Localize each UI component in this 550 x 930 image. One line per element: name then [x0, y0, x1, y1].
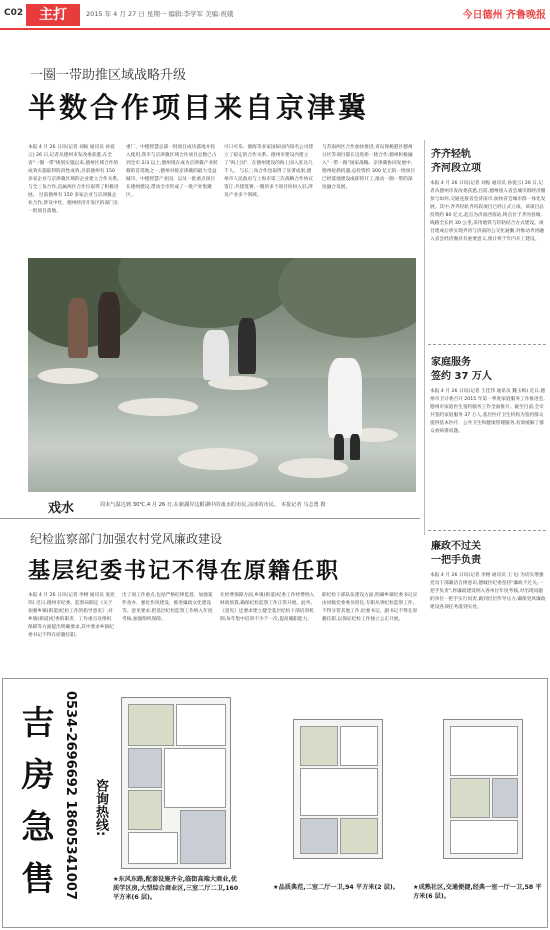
plan-room [300, 768, 378, 816]
plan-room [340, 726, 378, 766]
plan-room [340, 818, 378, 854]
plan-room [128, 704, 174, 746]
story2-column-4: 职纪检干部队伍建设方面,明确乡镇纪委书记应由同级党委委员担任,专职从事纪检监察工作,不得分管其他工作,纪委书记、副书记不得在原籍任职,以保证纪检工作独立公正开展。 [322, 593, 418, 622]
dateline: 2015 年 4 月 27 日 星期一 编辑:李学军 美编:祝娥 [86, 10, 234, 18]
side-divider [428, 344, 546, 345]
ad-title: 吉房急售 [21, 703, 55, 898]
ad-listing-1: ★东风东路,配套设施齐全,临街高端大商业,优质学区房,大型综合商业区,三室二厅二卫,160 平方米(6 层)。 [113, 876, 239, 901]
ad-phone-label: 咨询热线: [93, 779, 108, 837]
photo-person [238, 318, 256, 374]
plan-room [450, 820, 518, 854]
photo-boy-leg [350, 434, 360, 460]
photo-caption: 周末气温达到 30℃,4 月 26 日,在新湖岸边附湖中的戏水的市民,凉冰的市民。 本报记者 马志勇 摄 [100, 502, 326, 508]
plan-room [128, 748, 162, 788]
photo-person [203, 330, 229, 380]
story2-column-1: 本报 4 月 26 日讯(记者 李榕 通讯员 张宪玮) 近日,德州市纪委、监察局制定《关于加强乡镇(街道)纪检工作的指导意见》,对乡镇(街道)纪委的职责、工作重点及组织保障等方面提出明确要求,其中要求乡镇纪委书记不得在原籍任职。 [28, 593, 115, 638]
photo-tree [278, 258, 416, 338]
side-story-3-text: 本报 4 月 26 日讯(记者 李榕 通讯员 王飞) 为切实增强党员干部廉洁自律意识,德城区纪委坚持"廉政不过关,一把手负责",将廉政建设纳入各单位年度考核,对出现问题的单位一把手实行问责,做到层层传导压力,确保党风廉政建设各项任务落到实处。 [430, 573, 546, 610]
photo-stepping-stone [38, 368, 98, 384]
plan-room [128, 832, 178, 864]
side-story-2-text: 本报 4 月 26 日讯(记者 王佳伟 通讯员 魏玉梅) 近日,德州市卫计委召开 2015 年第一季度家庭服务工作推进会,德州市家庭医生签约服务工作全面推开。截至目前,全市共签约家庭服务 37 万人,基层医疗卫生机构为签约群众提供基本医疗、公共卫生和健康管理服务,有效缓解了群众看病难问题。 [430, 389, 546, 434]
lead-column-4: 与苏南两区合作加快推进,青岛保税港区德州分区等项目都在迈进新一轮合作,德州积极融入"一带一路"国家战略。京津冀协同发展中,德州抢抓机遇,总投资约 300 亿元的一批项目已经落地建设或即将开工,推动一圈一带的深度融合发展。 [322, 145, 416, 190]
story2-headline: 基层纪委书记不得在原籍任职 [28, 559, 341, 584]
floor-plan-1 [121, 697, 231, 869]
side-story-1-title-line-1: 齐齐轻轨 [431, 149, 471, 160]
page-number: C02 [4, 8, 24, 18]
ad-listing-3: ★成熟社区,交通便捷,经典一室一厅一卫,58 平方米(6 层)。 [413, 884, 542, 900]
plan-room [300, 818, 338, 854]
section-label: 主打 [26, 4, 80, 26]
lead-kicker: 一圈一带助推区域战略升级 [30, 68, 187, 83]
floor-plan-2 [293, 719, 383, 859]
story-divider [0, 518, 420, 519]
story2-kicker: 纪检监察部门加强农村党风廉政建设 [30, 532, 223, 546]
photo-boy-in-white [328, 358, 362, 438]
lead-column-2: 重厂、中德智慧总部一批项目成功落地并投入使用,我市与京津冀区域合作项目总数已占到全市 2/3 以上,德州现在成为京津冀产业转移的首选地之一,德州对接京津冀的最大受益城市。中德智慧产业园、以及一批重点项目在德州建设,带动全市形成了一批产业集聚区。 [126, 145, 218, 198]
real-estate-ad [2, 678, 548, 928]
plan-room [180, 810, 226, 864]
side-story-1-title-line-2: 齐河段立项 [431, 163, 481, 174]
side-story-2-title-line-1: 家庭服务 [431, 357, 471, 368]
side-story-3-title-line-2: 一把手负责 [431, 555, 481, 566]
story2-column-3: 在经费保障方面,乡镇(街道)纪委工作经费纳入财政预算,确保纪检监察工作正常开展。此外,《意见》还要求建立健全基层纪检干部培训机制,每年集中培训不少于一次,提高履职能力。 [220, 593, 315, 622]
lead-column-1: 本报 4 月 26 日讯(记者 刘振 通讯员 孙爱云) 26 日,记者从德州市发改委获悉,在全省"一圈一带"规划实施以来,德州区域合作的成效实施取得阶段性成效,目前德州有 150 多家企业与京津冀区域的企业建立合作关系,与全三角合作,直属两区合作位取得了积极进展。 目前德州有 150 多家企业与京津冀企业合作,涉及中化、德州经济开发区的部门在一批项目落地。 [28, 145, 119, 214]
photo-tree [118, 258, 298, 328]
side-story-3-title-line-1: 廉政不过关 [431, 541, 481, 552]
photo-person [68, 298, 88, 358]
ad-listing-2: ★品质典范,二室二厅一卫,94 平方米(2 层)。 [273, 884, 399, 891]
photo-boy-leg [334, 434, 344, 460]
header-rule [0, 28, 550, 30]
lead-column-3: 可口可乐、渤海等多家国际国内知名公司建立了稳定的合作关系。德州市建设内建立了"海上国"、在德州建设的海上国入驻达几千人。 与长三角合作也取得了显著成果,德州市人民政府与上海市第三次战略合作协议签订,共建签署,一圈的多个项目纷纷入驻,涉及产业多个领域。 [224, 145, 314, 198]
right-column-rule [424, 140, 425, 535]
photo-person [98, 292, 120, 358]
plan-room [300, 726, 338, 766]
floor-plan-3 [443, 719, 523, 859]
ad-phone-numbers: 0534-2696692 18605341007 [63, 691, 78, 900]
plan-room [128, 790, 162, 830]
plan-room [492, 778, 518, 818]
lead-headline: 半数合作项目来自京津冀 [28, 91, 370, 124]
photo-stepping-stone [278, 458, 348, 478]
newspaper-brand: 今日德州 齐鲁晚报 [462, 10, 546, 21]
plan-room [164, 748, 226, 808]
photo-caption-title: 戏水 [48, 501, 75, 516]
side-story-2-title-line-2: 签约 37 万人 [431, 371, 492, 382]
side-divider [428, 530, 546, 531]
plan-room [450, 778, 490, 818]
story2-column-2: 出了项工作重点,包括严格纪律监督、加强案件查办、强化作风建设、推进廉政文化建设等。意见要求,把基层纪检监察工作纳入年度考核,加强组织保障。 [122, 593, 213, 622]
news-photo [28, 258, 416, 492]
photo-stepping-stone [178, 448, 258, 470]
plan-room [450, 726, 518, 776]
page-header [0, 0, 550, 28]
photo-stepping-stone [118, 398, 198, 416]
side-story-1-text: 本报 4 月 26 日讯(记者 刘振 通讯员 孙爱云) 26 日,记者从德州市发改委获悉,目前,德州接入省会城市群经济圈参与如何,交通连接省会济南市,加快省会城市群一体化发展。其中,齐齐轻轨齐河段项目已经正式立项。该项目总投资约 80 亿元,起点为济南西客站,终点位于齐河县城,线路全长约 30 公里,采用地铁与轻轨结合方式建设。项目建成后将实现齐河与济南的公交化通勤,对推动齐河融入省会经济圈具有重要意义,预计将于年内开工建设。 [430, 181, 546, 242]
plan-room [176, 704, 226, 746]
